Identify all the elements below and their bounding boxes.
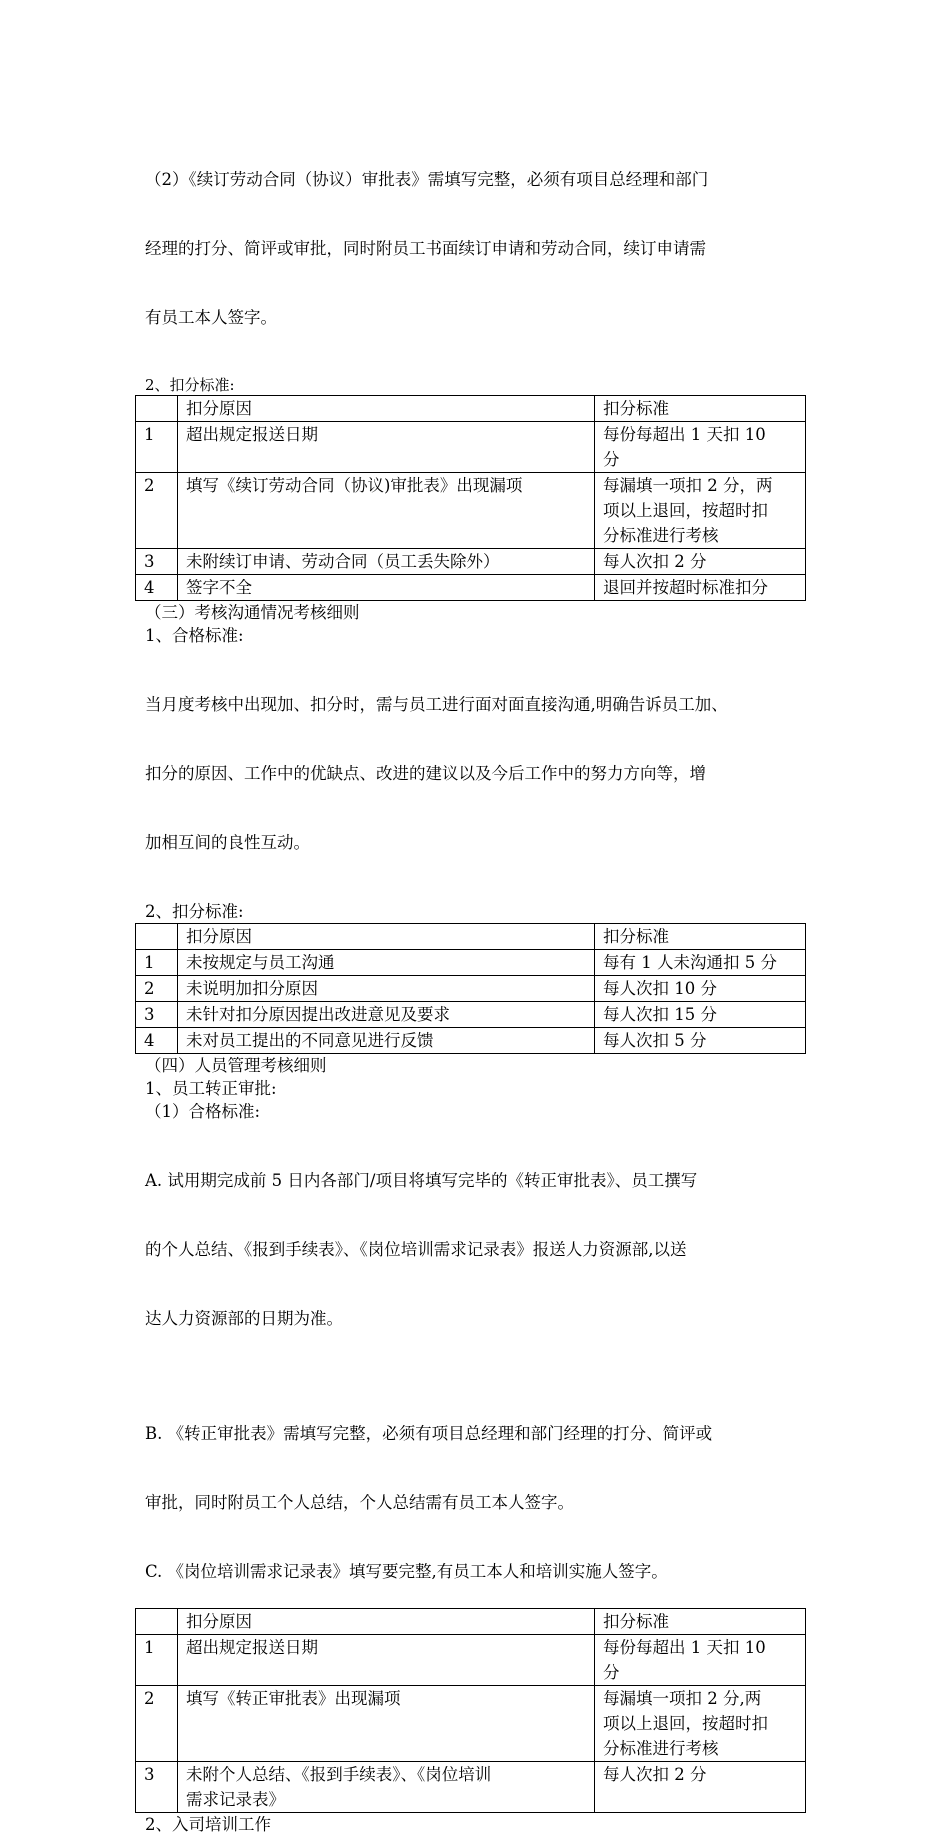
table-row <box>136 976 806 1002</box>
table-header-reason: 扣分原因 <box>178 1609 595 1635</box>
table-cell-index: 1 <box>136 1635 178 1686</box>
table-header-reason: 扣分原因 <box>178 924 595 950</box>
table-cell-index: 2 <box>136 1686 178 1762</box>
table-cell-reason: 超出规定报送日期 <box>178 1635 595 1686</box>
table-cell-index: 4 <box>136 575 178 601</box>
table-cell-reason: 未说明加扣分原因 <box>178 976 595 1002</box>
table-cell-index: 4 <box>136 1028 178 1054</box>
heading-onboarding-training: 2、入司培训工作 <box>145 1815 271 1834</box>
table-cell-standard <box>595 473 806 549</box>
table-header-row <box>136 1609 806 1635</box>
table-cell-reason: 填写《续订劳动合同（协议)审批表》出现漏项 <box>178 473 595 549</box>
table-cell-index: 3 <box>136 1762 178 1813</box>
deduction-table-probation <box>135 1608 806 1813</box>
deduction-table-communication <box>135 923 806 1054</box>
text-line: 每份每超出 1 天扣 10 <box>603 425 766 444</box>
table-cell-standard: 每人次扣 2 分 <box>595 1762 806 1813</box>
text-line: 项以上退回，按超时扣 <box>603 1714 768 1733</box>
table-cell-reason: 签字不全 <box>178 575 595 601</box>
document-page <box>145 122 810 1836</box>
paragraph-item-b <box>145 1376 810 1560</box>
text-line: 经理的打分、简评或审批，同时附员工书面续订申请和劳动合同，续订申请需 <box>145 239 706 258</box>
table-cell-standard: 每人次扣 10 分 <box>595 976 806 1002</box>
text-line: 分 <box>603 1663 620 1682</box>
text-line: 加相互间的良性互动。 <box>145 833 310 852</box>
table-header-row <box>136 396 806 422</box>
paragraph-item-c: C. 《岗位培训需求记录表》填写要完整,有员工本人和培训实施人签字。 <box>145 1562 668 1581</box>
table-cell-reason <box>178 1762 595 1813</box>
table-cell-standard: 每人次扣 2 分 <box>595 549 806 575</box>
text-line: 需求记录表》 <box>186 1790 285 1809</box>
table-cell-standard <box>595 1686 806 1762</box>
spacer <box>145 1583 810 1608</box>
paragraph-communication-requirements <box>145 647 810 900</box>
table-cell <box>136 1609 178 1635</box>
table-cell-standard <box>595 1635 806 1686</box>
table-cell-index: 3 <box>136 1002 178 1028</box>
table-row <box>136 549 806 575</box>
table-cell <box>136 924 178 950</box>
heading-qualification-standard: （1）合格标准: <box>145 1102 261 1121</box>
text-line: 每漏填一项扣 2 分，两 <box>603 476 773 495</box>
table-row <box>136 1686 806 1762</box>
table-cell-reason: 未针对扣分原因提出改进意见及要求 <box>178 1002 595 1028</box>
deduction-table-renewal <box>135 395 806 601</box>
text-line: 分 <box>603 450 620 469</box>
table-row <box>136 1635 806 1686</box>
table-header-reason: 扣分原因 <box>178 396 595 422</box>
text-line: 未附个人总结、《报到手续表》、《岗位培训 <box>186 1765 492 1784</box>
heading-probation-approval: 1、员工转正审批: <box>145 1079 277 1098</box>
paragraph-item-a <box>145 1123 810 1376</box>
text-line: 当月度考核中出现加、扣分时，需与员工进行面对面直接沟通,明确告诉员工加、 <box>145 695 728 714</box>
table-cell-standard: 每有 1 人未沟通扣 5 分 <box>595 950 806 976</box>
table-cell-index: 3 <box>136 549 178 575</box>
heading-qualification-standard: 1、合格标准: <box>145 626 244 645</box>
text-line: 每份每超出 1 天扣 10 <box>603 1638 766 1657</box>
table-row <box>136 1028 806 1054</box>
table-cell-index: 1 <box>136 950 178 976</box>
table-header-standard: 扣分标准 <box>595 1609 806 1635</box>
text-line: 的个人总结、《报到手续表》、《岗位培训需求记录表》报送人力资源部,以送 <box>145 1240 687 1259</box>
table-row <box>136 950 806 976</box>
table-row <box>136 1002 806 1028</box>
text-line: 分标准进行考核 <box>603 526 719 545</box>
text-line: B. 《转正审批表》需填写完整，必须有项目总经理和部门经理的打分、简评或 <box>145 1424 713 1443</box>
heading-deduction-standard: 2、扣分标准: <box>145 902 244 921</box>
table-cell-index: 2 <box>136 976 178 1002</box>
text-line: 达人力资源部的日期为准。 <box>145 1309 343 1328</box>
table-cell-reason: 未按规定与员工沟通 <box>178 950 595 976</box>
table-cell-standard <box>595 422 806 473</box>
text-line: （2）《续订劳动合同（协议）审批表》需填写完整，必须有项目总经理和部门 <box>145 170 709 189</box>
text-line: 每漏填一项扣 2 分,两 <box>603 1689 762 1708</box>
table-cell <box>136 396 178 422</box>
table-row <box>136 473 806 549</box>
table-header-standard: 扣分标准 <box>595 396 806 422</box>
section-title-communication: （三）考核沟通情况考核细则 <box>145 603 360 622</box>
table-row <box>136 422 806 473</box>
table-cell-reason: 未对员工提出的不同意见进行反馈 <box>178 1028 595 1054</box>
text-line: 扣分的原因、工作中的优缺点、改进的建议以及今后工作中的努力方向等，增 <box>145 764 706 783</box>
text-line: A. 试用期完成前 5 日内各部门/项目将填写完毕的《转正审批表》、员工撰写 <box>145 1171 698 1190</box>
table-row <box>136 575 806 601</box>
table-cell-standard: 每人次扣 5 分 <box>595 1028 806 1054</box>
table-cell-index: 1 <box>136 422 178 473</box>
table-cell-reason: 填写《转正审批表》出现漏项 <box>178 1686 595 1762</box>
text-line: 有员工本人签字。 <box>145 308 277 327</box>
text-line: 项以上退回，按超时扣 <box>603 501 768 520</box>
table-cell-reason: 超出规定报送日期 <box>178 422 595 473</box>
section-title-personnel: （四）人员管理考核细则 <box>145 1056 327 1075</box>
paragraph-renewal-requirements <box>145 122 810 375</box>
table-cell-standard: 退回并按超时标准扣分 <box>595 575 806 601</box>
table-cell-standard: 每人次扣 15 分 <box>595 1002 806 1028</box>
table-cell-reason: 未附续订申请、劳动合同（员工丢失除外） <box>178 549 595 575</box>
text-line: 分标准进行考核 <box>603 1739 719 1758</box>
text-line: 审批，同时附员工个人总结，个人总结需有员工本人签字。 <box>145 1493 574 1512</box>
table-header-row <box>136 924 806 950</box>
heading-deduction-standard: 2、扣分标准: <box>145 376 235 394</box>
table-cell-index: 2 <box>136 473 178 549</box>
table-row <box>136 1762 806 1813</box>
table-header-standard: 扣分标准 <box>595 924 806 950</box>
